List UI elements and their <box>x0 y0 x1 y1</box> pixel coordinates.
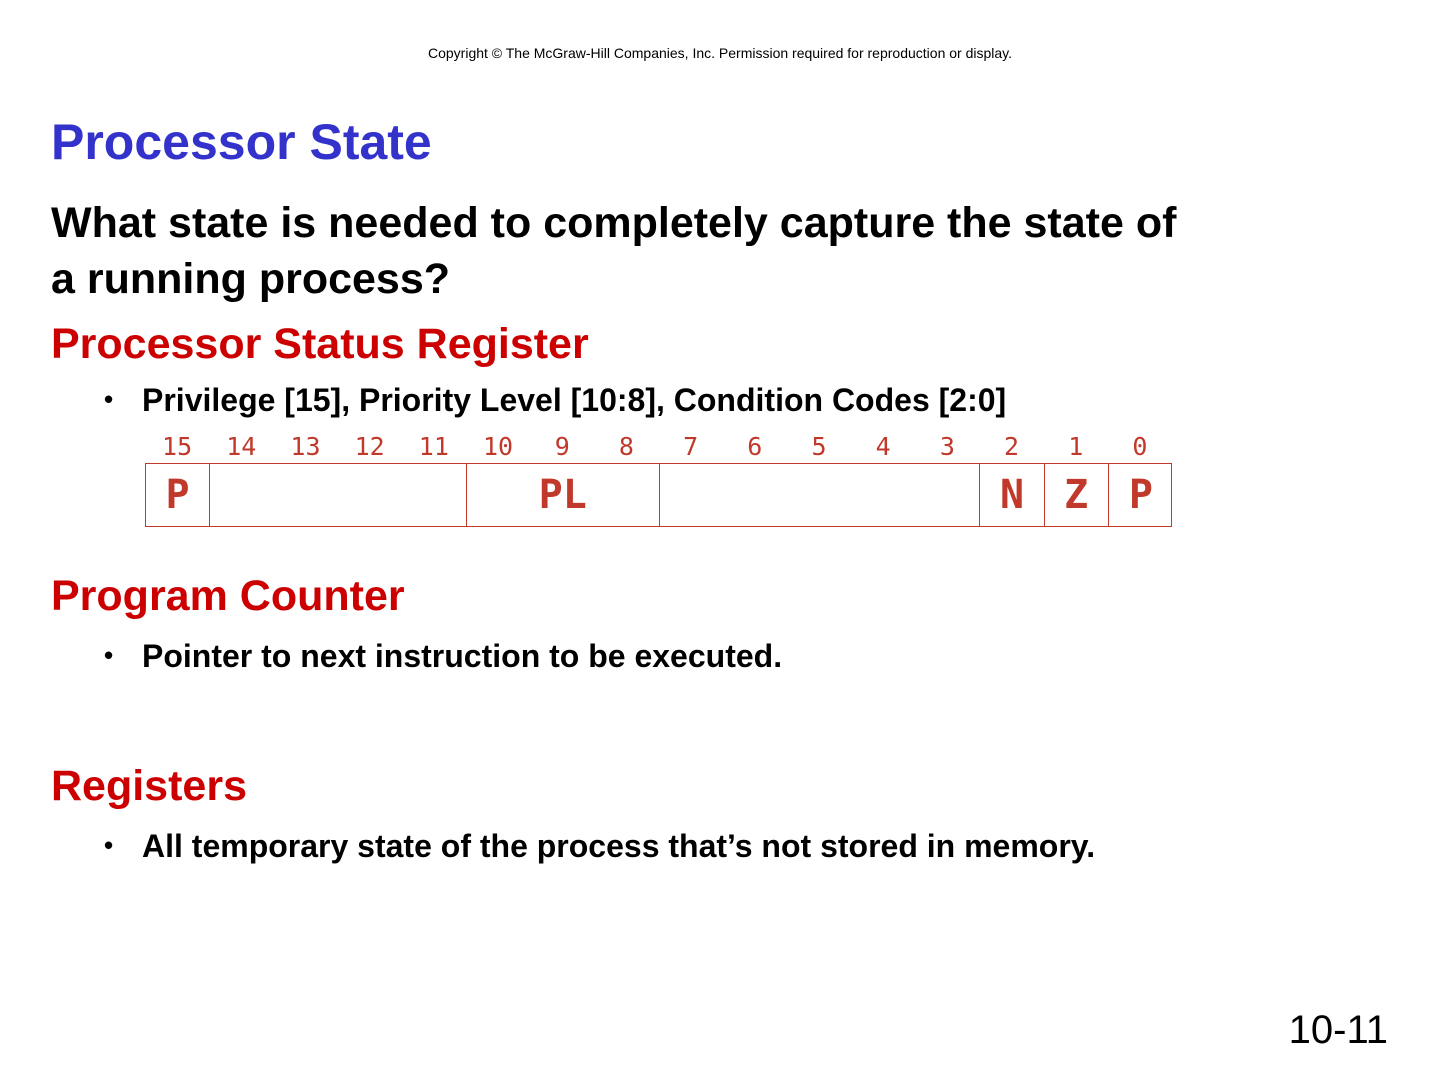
bit-number-14: 14 <box>226 432 257 461</box>
register-field-row <box>145 463 1172 527</box>
page-number: 10-11 <box>1288 1008 1388 1052</box>
register-field-z-5: Z <box>1045 464 1109 526</box>
bit-number-row <box>145 432 1172 464</box>
section-heading-registers: Registers <box>51 762 247 810</box>
bullet-text: Privilege [15], Priority Level [10:8], Condition Codes [2:0] <box>142 382 1007 418</box>
section-heading-psr: Processor Status Register <box>51 320 589 368</box>
bit-number-11: 11 <box>418 432 449 461</box>
bullet-text: Pointer to next instruction to be executed. <box>142 638 783 674</box>
bit-number-13: 13 <box>290 432 321 461</box>
register-field-n-4: N <box>980 464 1044 526</box>
slide-question: What state is needed to completely capture the state of a running process? <box>51 199 1177 303</box>
bullet-icon: • <box>104 830 114 860</box>
bit-number-3: 3 <box>939 432 955 461</box>
bit-number-6: 6 <box>747 432 763 461</box>
copyright-notice: Copyright © The McGraw-Hill Companies, Inc. Permission required for reproduction or display. <box>427 45 1013 61</box>
bullet-icon: • <box>104 384 114 414</box>
bullet-icon: • <box>104 640 114 670</box>
bit-number-15: 15 <box>162 432 193 461</box>
register-field-pl-2: PL <box>467 464 660 526</box>
bit-number-8: 8 <box>618 432 634 461</box>
bullet-item-registers <box>104 828 1095 865</box>
section-heading-pc: Program Counter <box>51 572 405 620</box>
register-field-unused-3 <box>660 464 981 526</box>
bit-number-4: 4 <box>875 432 891 461</box>
bit-number-2: 2 <box>1004 432 1020 461</box>
bit-number-0: 0 <box>1132 432 1148 461</box>
bullet-item-psr <box>104 382 1006 419</box>
register-field-unused-1 <box>210 464 467 526</box>
bit-number-10: 10 <box>482 432 514 461</box>
bullet-item-pc <box>104 638 782 675</box>
bit-number-1: 1 <box>1068 432 1084 461</box>
register-field-p-0: P <box>146 464 210 526</box>
bit-number-12: 12 <box>354 432 385 461</box>
bit-number-5: 5 <box>811 432 827 461</box>
slide-title: Processor State <box>51 114 432 170</box>
bit-number-9: 9 <box>554 432 570 461</box>
bit-number-7: 7 <box>683 432 699 461</box>
bullet-text: All temporary state of the process that’s not stored in memory. <box>142 828 1096 864</box>
psr-register-diagram <box>145 432 1172 532</box>
register-field-p-6: P <box>1128 472 1153 518</box>
